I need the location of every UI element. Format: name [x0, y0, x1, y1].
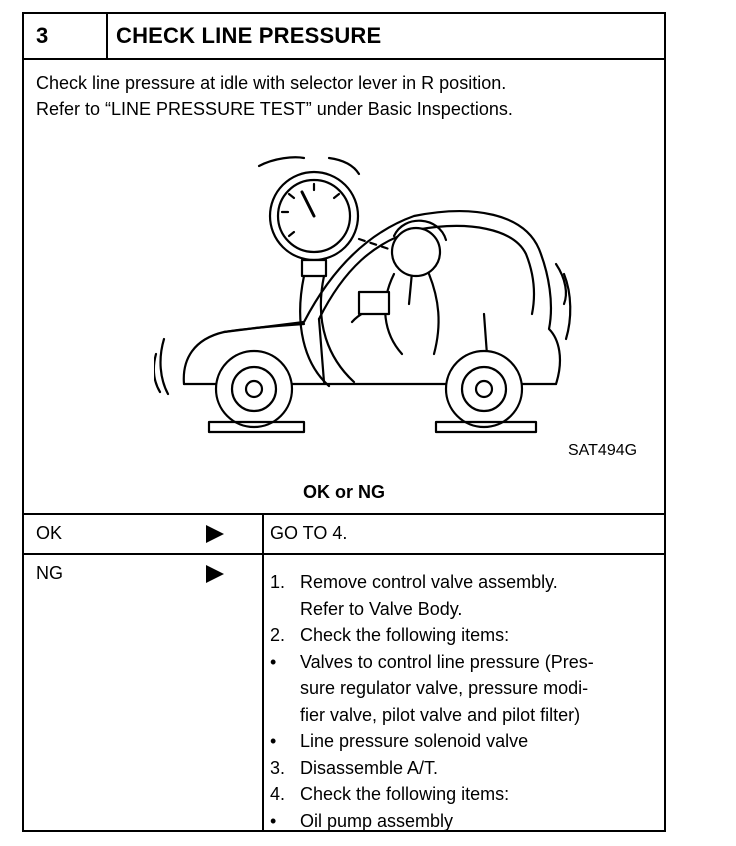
step-title: CHECK LINE PRESSURE — [116, 23, 382, 48]
ok-row — [24, 513, 664, 553]
ng-step-text: Check the following items: — [300, 625, 510, 645]
figure-code: SAT494G — [568, 442, 638, 459]
step-header — [24, 14, 664, 60]
ng-step-item — [270, 569, 664, 622]
ng-step-text: Valves to control line pressure (Pres- — [300, 651, 594, 672]
ng-step-marker: • — [270, 810, 277, 831]
ng-row — [24, 553, 664, 832]
ng-step-text: Line pressure solenoid valve — [300, 731, 529, 751]
ng-step-item — [270, 808, 664, 835]
ng-step-text: Oil pump assembly — [300, 810, 454, 831]
ok-action: GO TO 4. — [270, 523, 348, 543]
ng-step-marker: 3. — [270, 757, 286, 778]
ng-step-marker: • — [270, 731, 277, 751]
line-pressure-test-illustration — [154, 154, 574, 444]
instruction-line-1: Check line pressure at idle with selector lever in R position. — [36, 73, 507, 93]
ok-label: OK — [36, 523, 63, 543]
ng-step-text: Refer to Valve Body. — [300, 598, 463, 619]
ng-step-marker: 1. — [270, 572, 286, 592]
instructions — [36, 70, 656, 122]
ng-step-item — [270, 728, 664, 755]
ng-step-marker: 2. — [270, 625, 286, 645]
column-divider — [262, 513, 264, 830]
ng-step-marker: 4. — [270, 784, 286, 804]
ng-step-text: Remove control valve assembly. — [300, 572, 558, 592]
ng-step-marker: • — [270, 651, 277, 672]
ng-step-item — [270, 755, 664, 782]
ng-step-text: Disassemble A/T. — [300, 757, 439, 778]
decision-heading: OK or NG — [302, 482, 385, 502]
ng-steps-list — [270, 569, 664, 834]
ok-arrow-icon — [206, 525, 224, 543]
step-number: 3 — [24, 14, 108, 58]
ng-step-text: sure regulator valve, pressure modi- — [300, 678, 589, 698]
instruction-line-2: Refer to “LINE PRESSURE TEST” under Basic Inspections. — [36, 99, 513, 119]
ng-label: NG — [36, 563, 63, 583]
diagnostic-procedure-table — [22, 12, 666, 832]
ng-step-item — [270, 781, 664, 808]
ng-step-item — [270, 622, 664, 649]
ng-step-text: Check the following items: — [300, 784, 510, 804]
ng-step-text: fier valve, pilot valve and pilot filter) — [300, 704, 581, 725]
ng-step-item — [270, 649, 664, 729]
ng-arrow-icon — [206, 565, 224, 583]
